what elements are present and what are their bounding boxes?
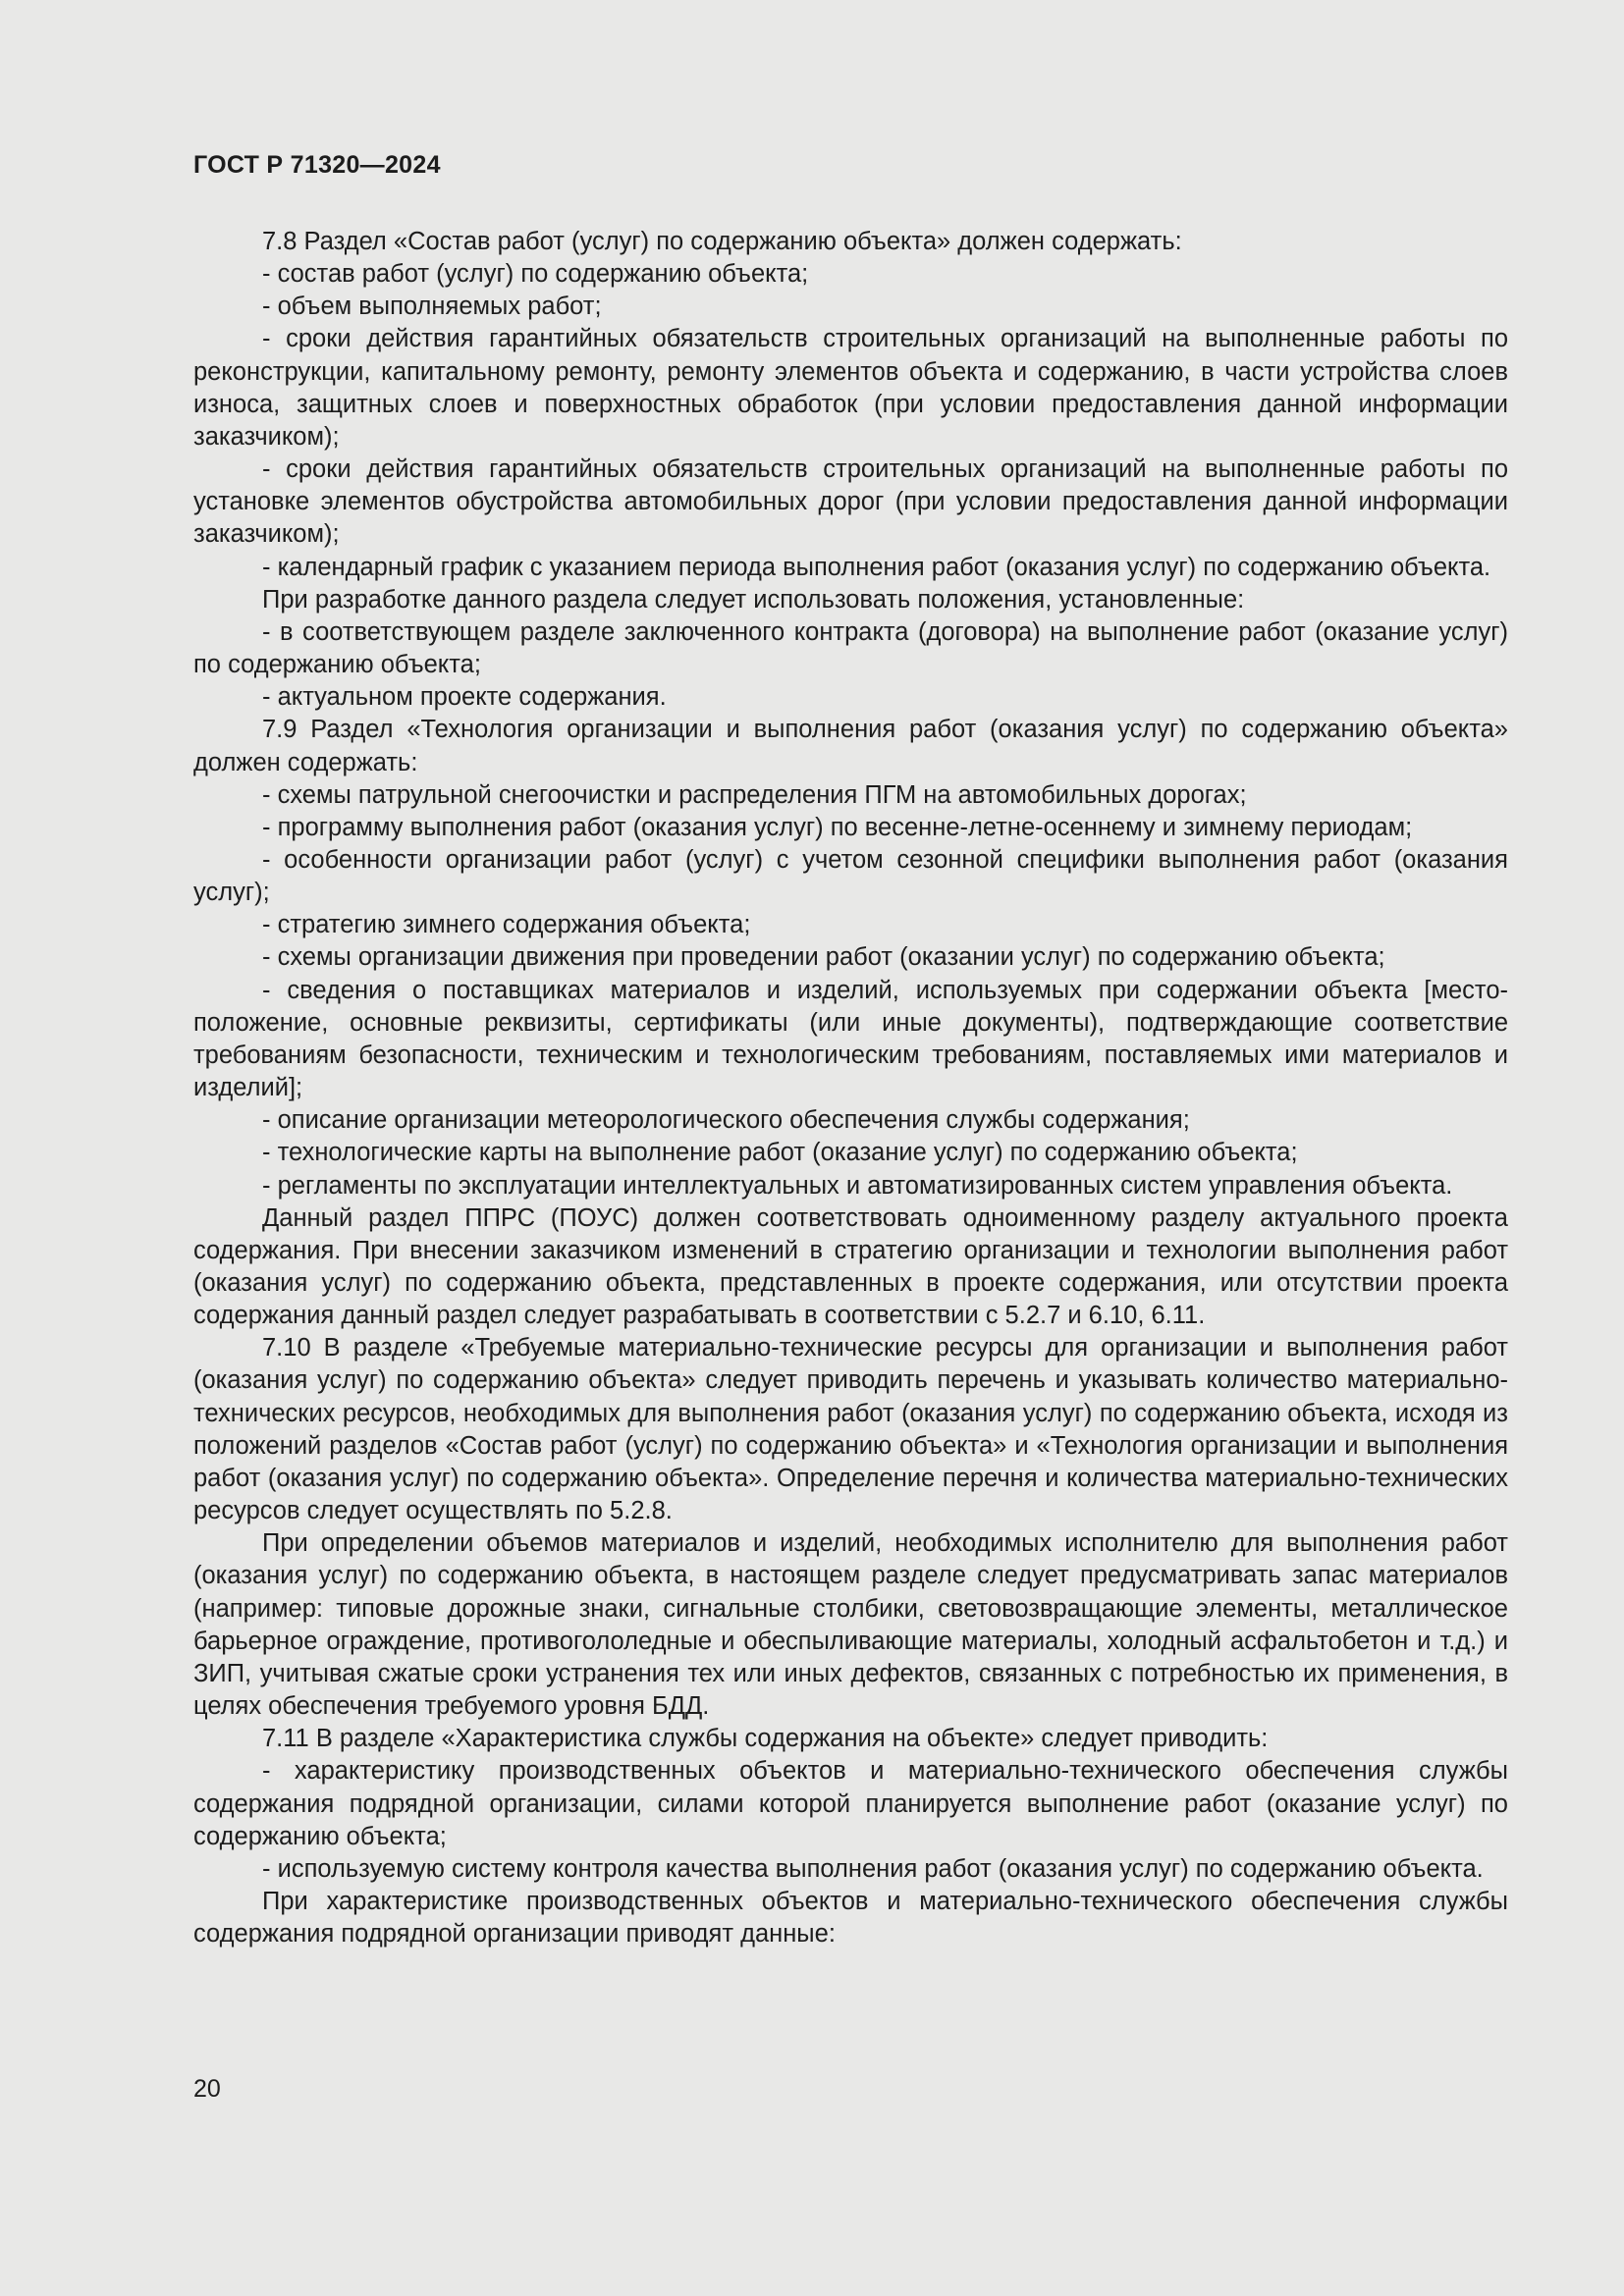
- list-item: - в соответствующем разделе заключенного контракта (договора) на выполнение работ (оказание услуг) по содержанию объекта;: [193, 617, 1508, 679]
- list-item: - особенности организации работ (услуг) с учетом сезонной специфики выполнения работ (оказания услуг);: [193, 845, 1508, 907]
- list-item: - календарный график с указанием периода выполнения работ (оказания услуг) по содержанию объекта.: [262, 553, 1491, 581]
- list-item: - сроки действия гарантийных обязательств строительных организаций на выполненные работы по реконструкции, капитальному ремонту, ремонту элементов объекта и содержанию, в части устройства слоев износа, защитных слоев и поверхностных обработок (при условии предоставления данной информации заказчиком);: [193, 325, 1508, 451]
- paragraph: При определении объемов материалов и изделий, необходимых исполнителю для выполнения работ (оказания услуг) по содержанию объекта, в настоящем разделе следует предусматривать запас материалов (например: типовые дорожные знаки, сигнальные столбики, световозвращающие элементы, металлическое барьерное ограждение, противогололедные и обеспыливающие материалы, холодный асфальтобетон и т.д.) и ЗИП, учитывая сжатые сроки устранения тех или иных дефектов, связанных с потребностью их применения, в целях обеспечения требуемого уровня БДД.: [193, 1529, 1508, 1721]
- list-item: - схемы организации движения при проведении работ (оказании услуг) по содержанию объекта;: [262, 943, 1385, 972]
- list-item: - программу выполнения работ (оказания услуг) по весенне-летне-осеннему и зимнему периодам;: [262, 813, 1413, 841]
- list-item: - характеристику производственных объектов и материально-технического обеспечения службы содержания подрядной организации, силами которой планируется выполнение работ (оказание услуг) по содержанию объекта;: [193, 1757, 1508, 1850]
- list-item: - объем выполняемых работ;: [262, 293, 602, 321]
- list-item: - регламенты по эксплуатации интеллектуальных и автоматизированных систем управления объекта.: [262, 1171, 1453, 1200]
- paragraph: 7.11 В разделе «Характеристика службы содержания на объекте» следует приводить:: [262, 1725, 1269, 1753]
- list-item: - используемую систему контроля качества выполнения работ (оказания услуг) по содержанию объекта.: [262, 1854, 1484, 1883]
- paragraph: При характеристике производственных объектов и материально-технического обеспечения службы содержания подрядной организации приводят данные:: [193, 1887, 1508, 1949]
- page-number: 20: [193, 2075, 221, 2103]
- paragraph: При разработке данного раздела следует использовать положения, установленные:: [262, 585, 1245, 614]
- paragraph: 7.10 В разделе «Требуемые материально-технические ресурсы для организации и выполнения работ (оказания услуг) по содержанию объекта» следует приводить перечень и указывать количество материально-технических ресурсов, необходимых для выполнения работ (оказания услуг) по содержанию объекта, исходя из положений разделов «Состав работ (услуг) по содержанию объекта» и «Технология организации и выполнения работ (оказания услуг) по содержанию объекта». Определение перечня и количества материально-технических ресурсов следует осуществлять по 5.2.8.: [193, 1334, 1508, 1525]
- list-item: - схемы патрульной снегоочистки и распределения ПГМ на автомобильных дорогах;: [262, 780, 1247, 809]
- body-text: [193, 226, 1508, 1950]
- paragraph: 7.8 Раздел «Состав работ (услуг) по содержанию объекта» должен содержать:: [262, 228, 1182, 255]
- paragraph: 7.9 Раздел «Технология организации и выполнения работ (оказания услуг) по содержанию объекта» должен содержать:: [193, 716, 1508, 776]
- list-item: - технологические карты на выполнение работ (оказание услуг) по содержанию объекта;: [262, 1139, 1298, 1167]
- list-item: - состав работ (услуг) по содержанию объекта;: [262, 260, 809, 289]
- paragraph: Данный раздел ППРС (ПОУС) должен соответствовать одноименному разделу актуального проекта содержания. При внесении заказчиком изменений в стратегию организации и технологии выполнения работ (оказания услуг) по содержанию объекта, представленных в проекте содержания, или отсутствии проекта содержания данный раздел следует разрабатывать в соответствии с 5.2.7 и 6.10, 6.11.: [193, 1203, 1508, 1330]
- list-item: - актуальном проекте содержания.: [262, 683, 667, 712]
- list-item: - стратегию зимнего содержания объекта;: [262, 911, 751, 939]
- list-item: - сроки действия гарантийных обязательств строительных организаций на выполненные работы по установке элементов обустройства автомобильных дорог (при условии предоставления данной информации заказчиком);: [193, 455, 1508, 549]
- list-item: - сведения о поставщиках материалов и изделий, используемых при содержании объекта [местоположение, основные реквизиты, сертификаты (или иные документы), подтверждающие соответствие требованиям безопасности, техническим и технологическим требованиям, поставляемых ими материалов и изделий];: [193, 976, 1508, 1102]
- page-header-standard-id: ГОСТ Р 71320—2024: [193, 151, 441, 179]
- list-item: - описание организации метеорологического обеспечения службы содержания;: [262, 1106, 1190, 1135]
